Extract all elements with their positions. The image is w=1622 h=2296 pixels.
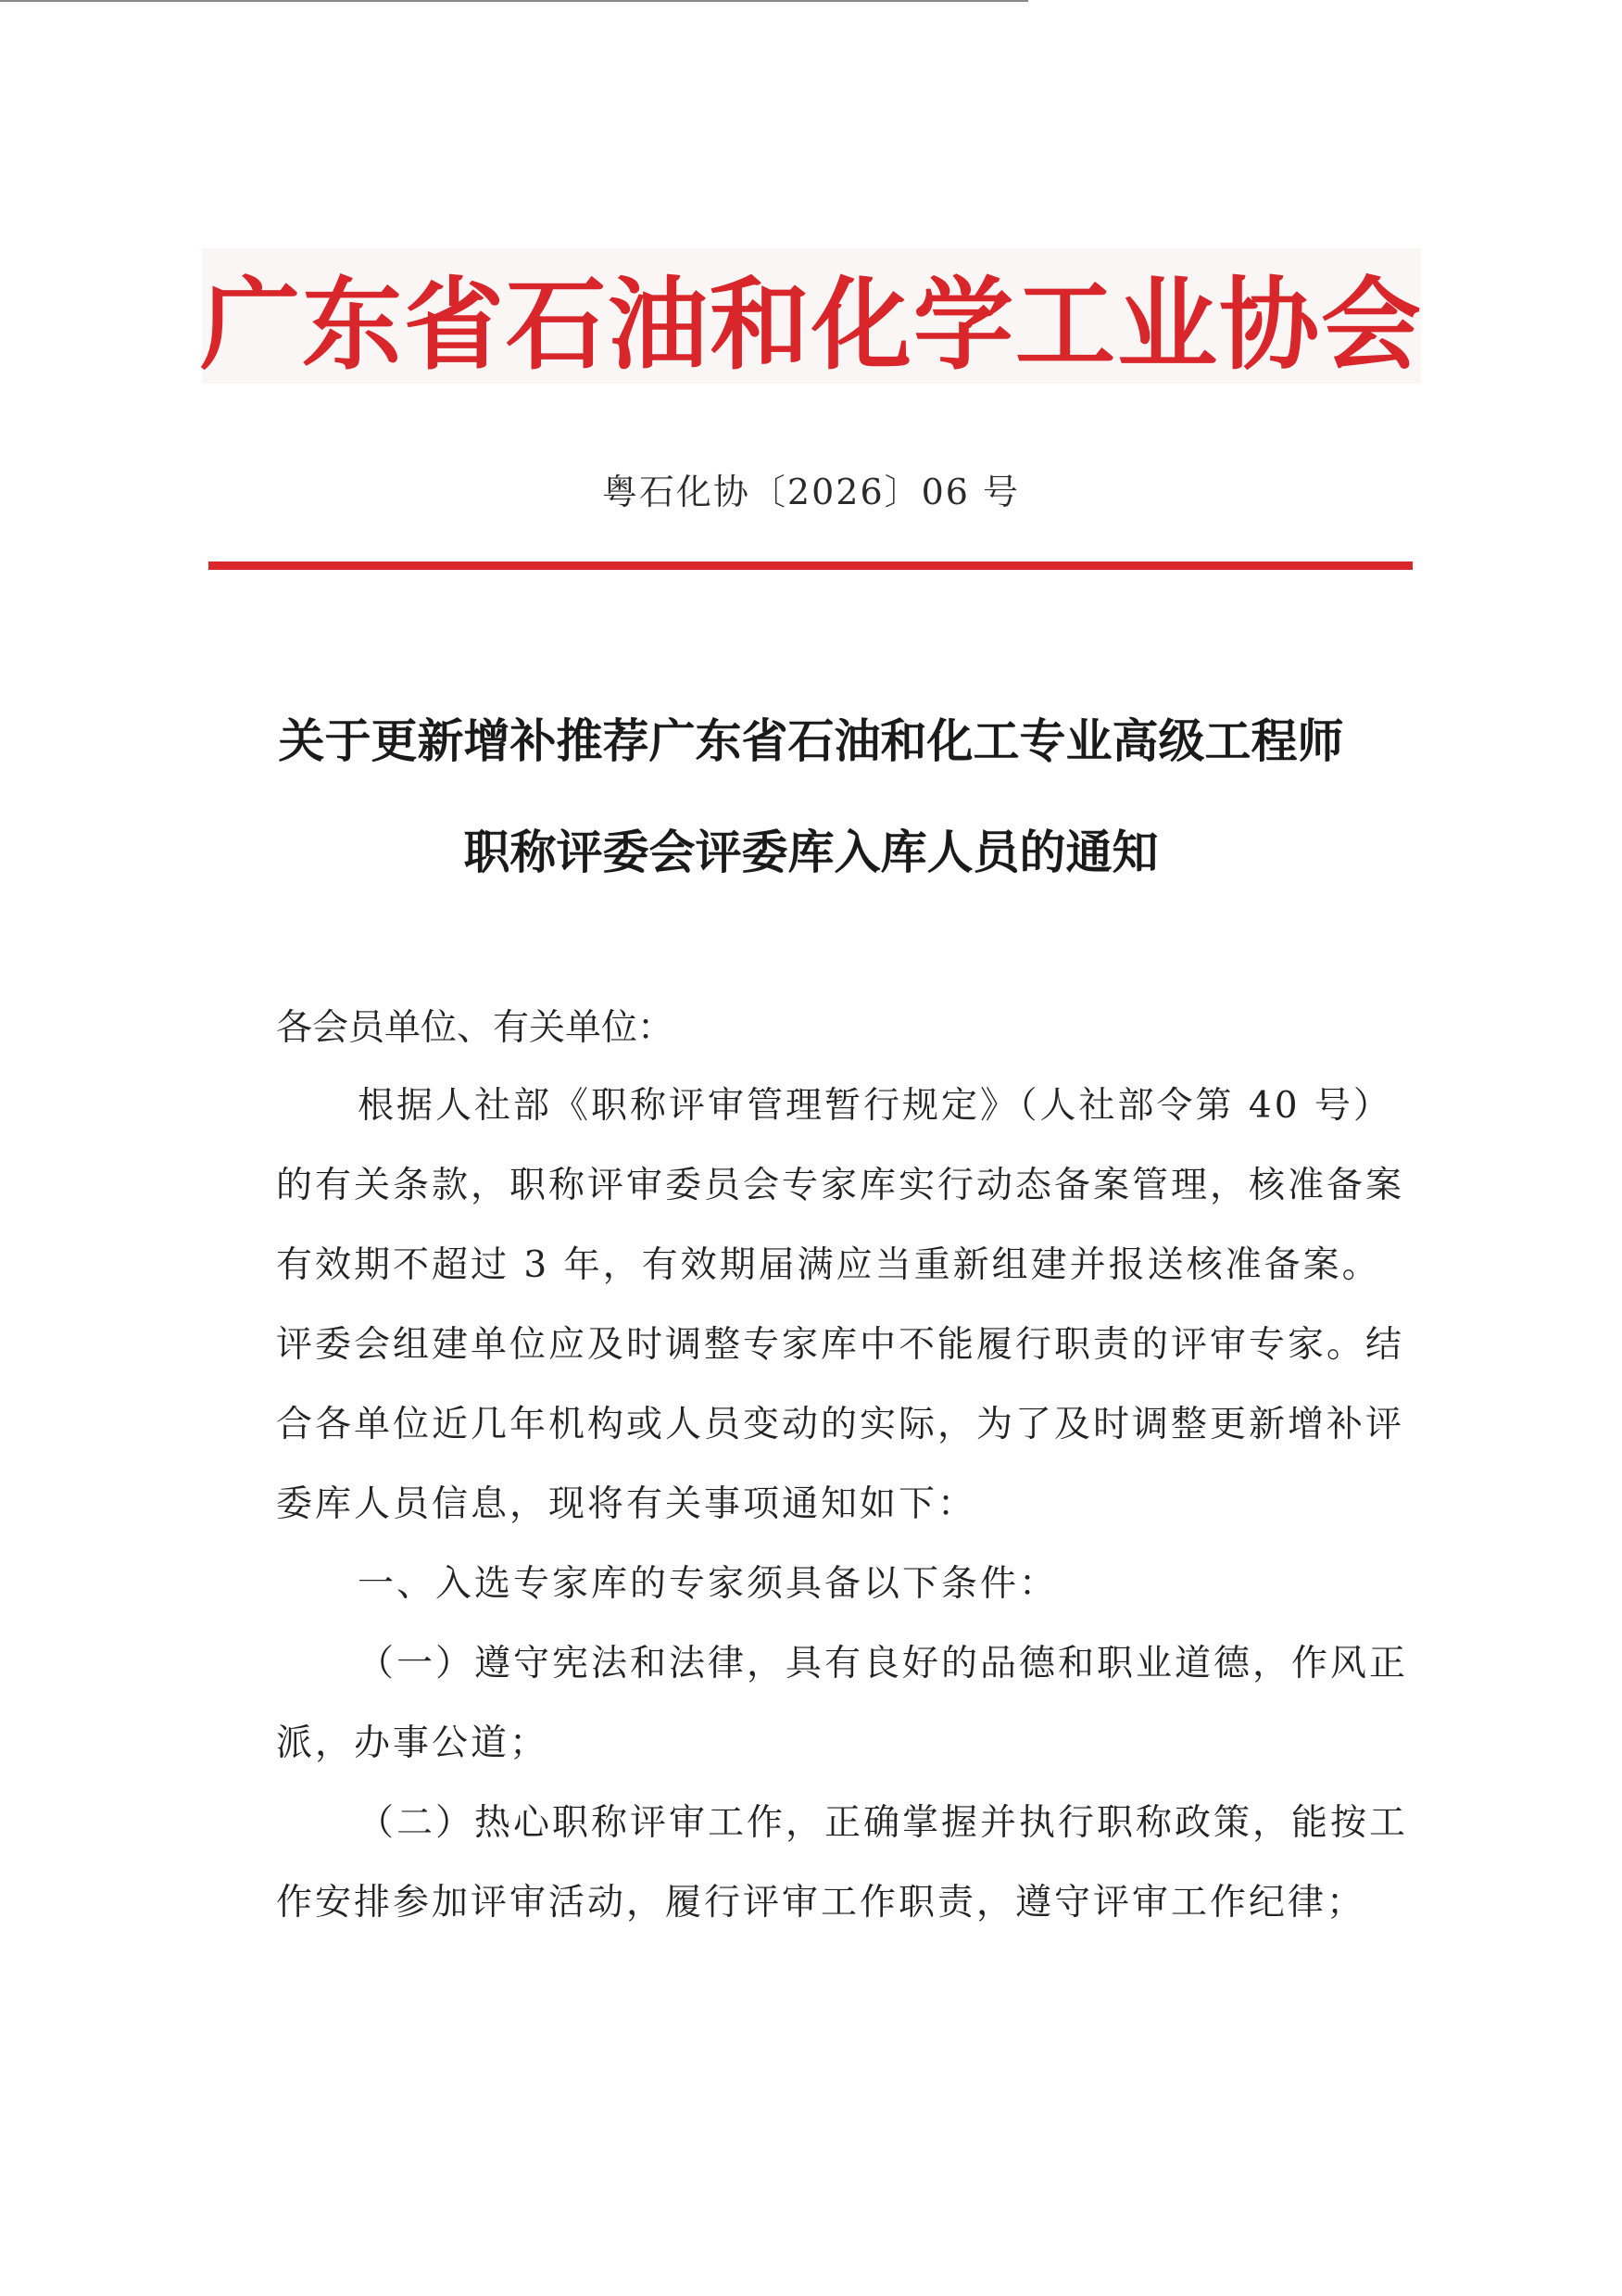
body-line: 派，办事公道； <box>276 1722 549 1764</box>
document-number: 粤石化协〔2026〕06 号 <box>601 472 1021 512</box>
body-line: 作安排参加评审活动，履行评审工作职责，遵守评审工作纪律； <box>276 1882 1366 1924</box>
letterhead-banner <box>200 248 1424 384</box>
body-line: 根据人社部《职称评审管理暂行规定》（人社部令第 40 号） <box>358 1085 1392 1127</box>
scan-edge-line <box>0 0 1028 2</box>
body-line: （二）热心职称评审工作，正确掌握并执行职称政策，能按工 <box>358 1802 1409 1844</box>
document-title-line-1: 关于更新增补推荐广东省石油和化工专业高级工程师 <box>278 713 1344 768</box>
body-line: 委库人员信息，现将有关事项通知如下： <box>276 1483 977 1525</box>
red-divider-rule <box>208 561 1413 570</box>
body-line: 合各单位近几年机构或人员变动的实际，为了及时调整更新增补评 <box>276 1404 1405 1445</box>
document-title-line-2: 职称评委会评委库入库人员的通知 <box>463 825 1159 879</box>
salutation: 各会员单位、有关单位： <box>276 1007 674 1049</box>
section-heading: 一、入选专家库的专家须具备以下条件： <box>358 1563 1059 1605</box>
body-line: （一）遵守宪法和法律，具有良好的品德和职业道德，作风正 <box>358 1643 1409 1684</box>
body-line: 有效期不超过 3 年，有效期届满应当重新组建并报送核准备案。 <box>276 1244 1381 1286</box>
body-line: 评委会组建单位应及时调整专家库中不能履行职责的评审专家。结 <box>276 1324 1405 1366</box>
body-line: 的有关条款，职称评审委员会专家库实行动态备案管理，核准备案 <box>276 1165 1405 1206</box>
letterhead-title: 广东省石油和化学工业协会 <box>200 266 1424 384</box>
